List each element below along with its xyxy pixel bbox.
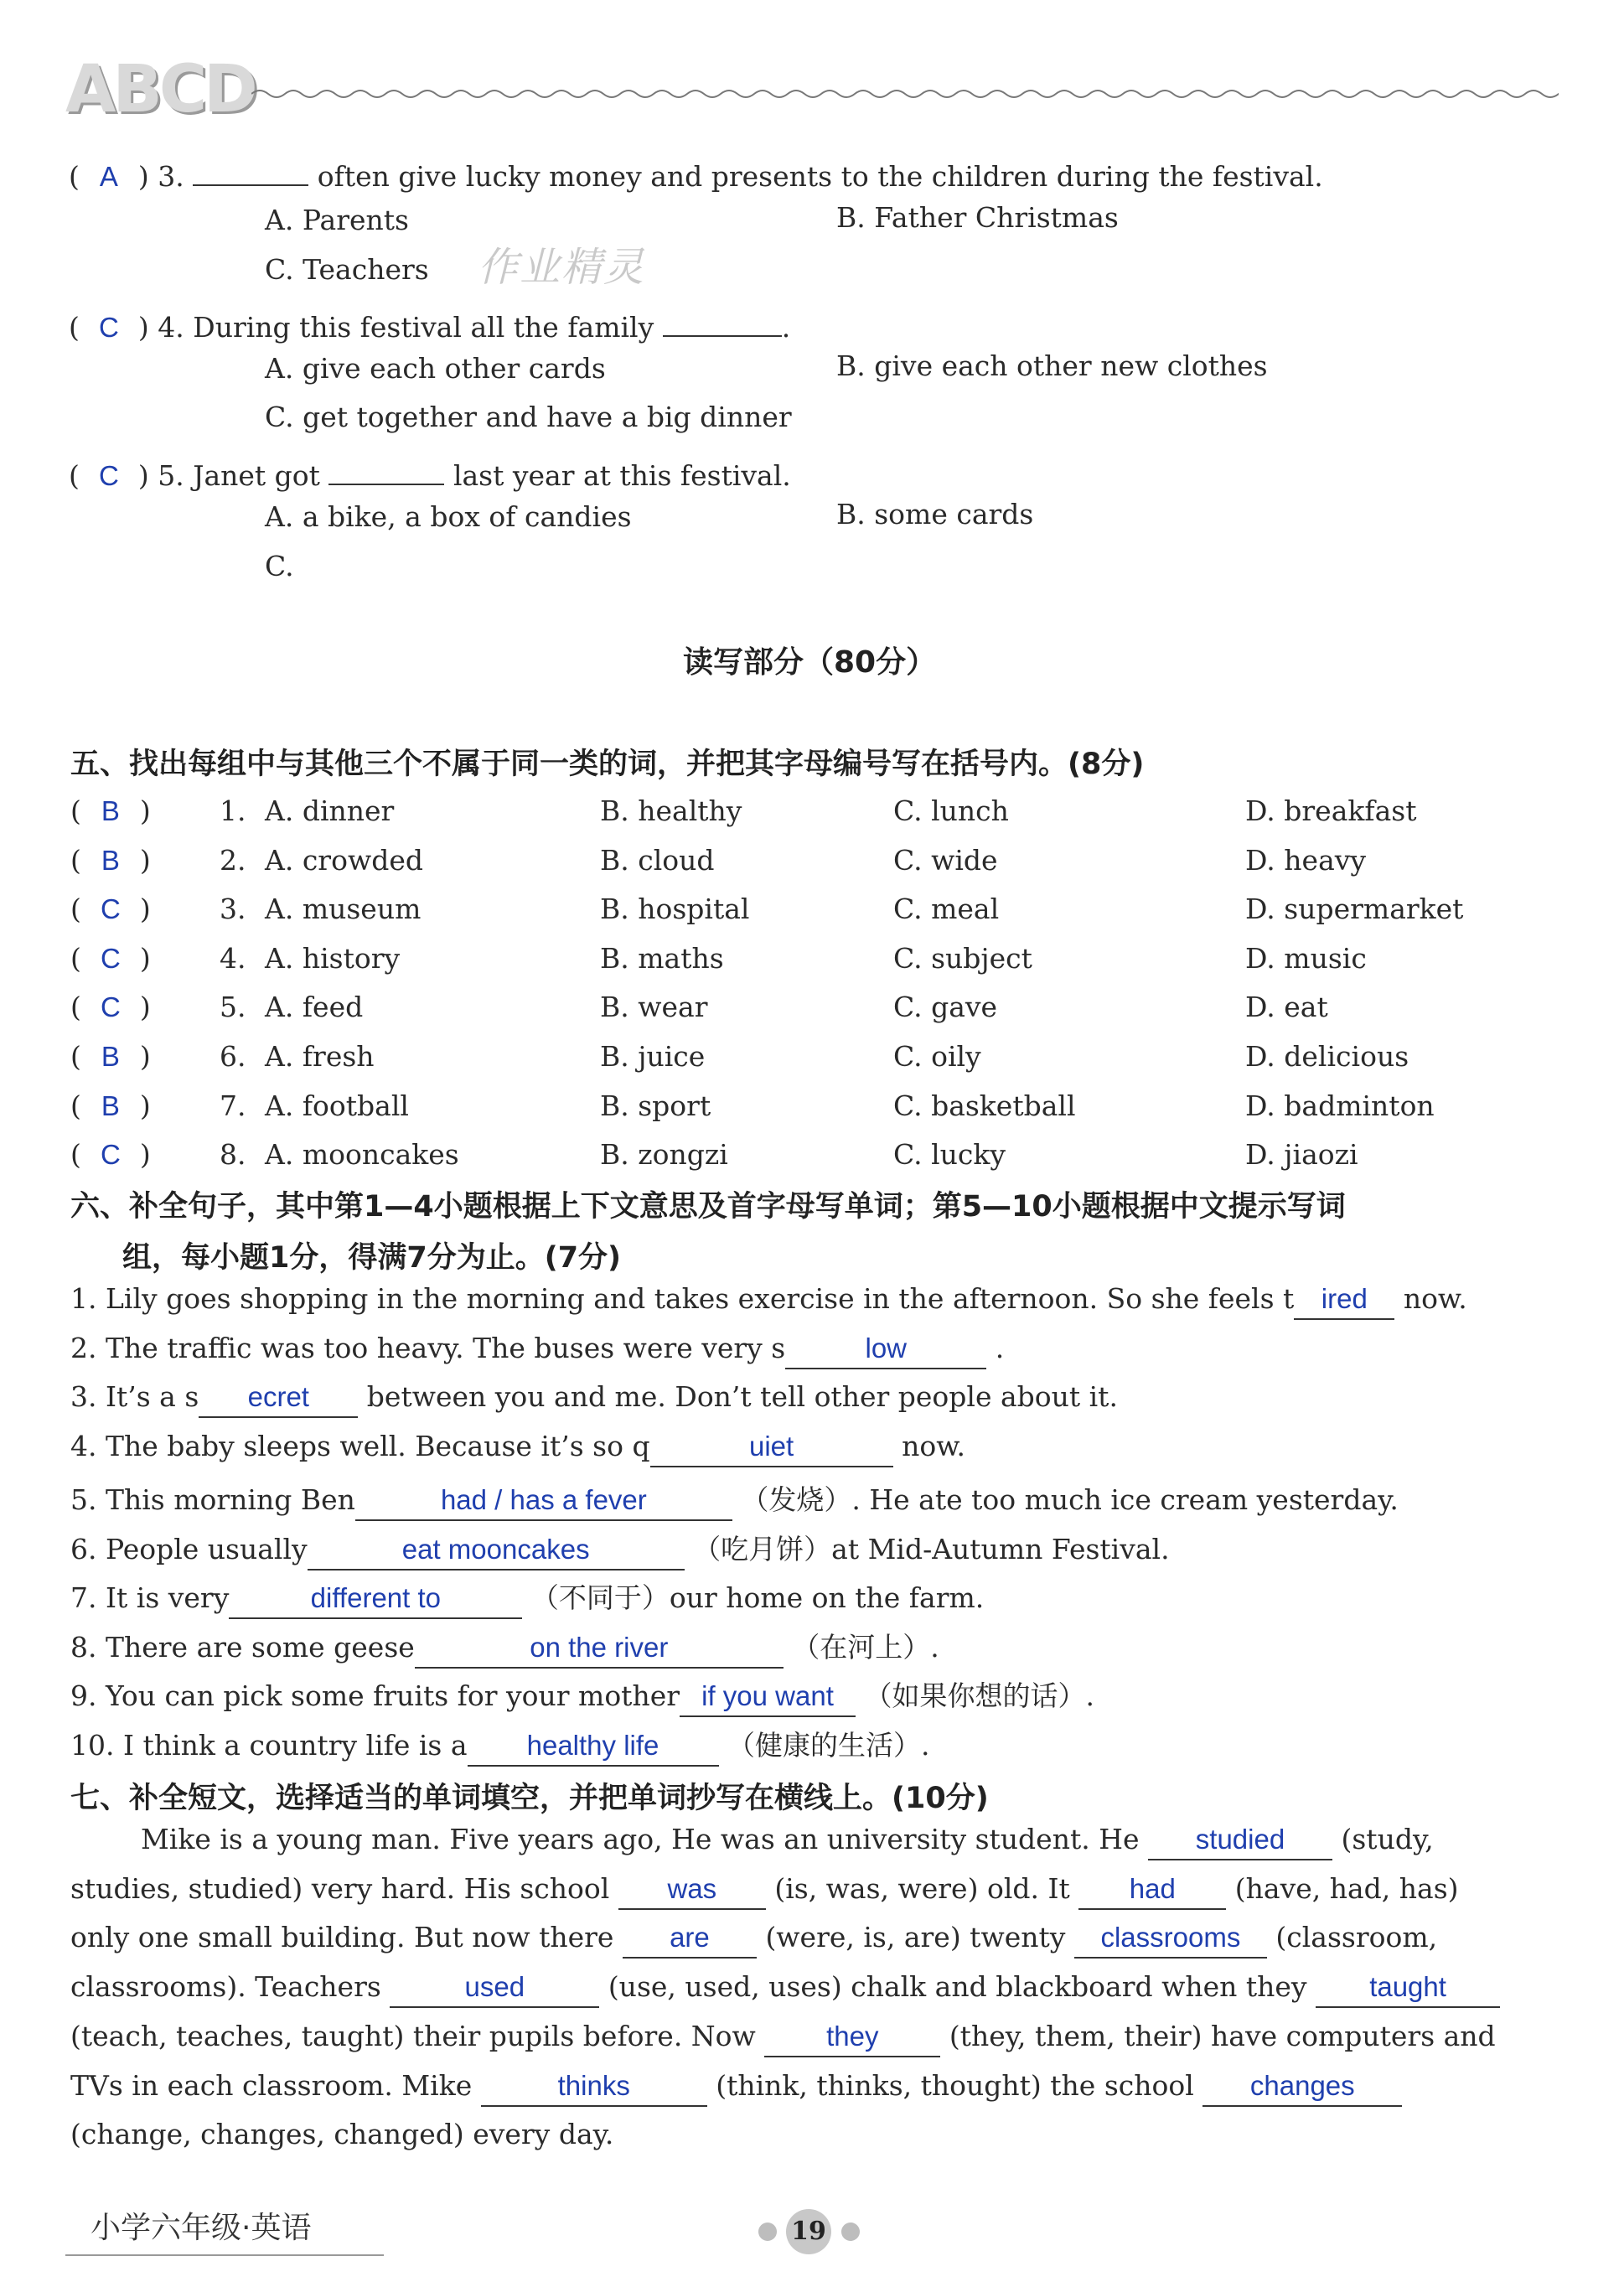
question-number: 3. xyxy=(158,160,184,193)
option-letter: D. xyxy=(1245,893,1275,925)
answer-letter: C xyxy=(100,943,121,974)
answer-blank: classrooms xyxy=(1074,1923,1267,1959)
option-letter: A. xyxy=(265,991,294,1023)
option-letter: B. xyxy=(600,1138,629,1171)
option-d xyxy=(1245,1138,1358,1171)
option-word: feed xyxy=(302,991,364,1023)
sentence-text: （如果你想的话）. xyxy=(864,1679,1094,1712)
option-word: hospital xyxy=(638,893,750,925)
option-letter: A. xyxy=(265,893,294,925)
passage-text: only one small building. But now there xyxy=(70,1921,614,1953)
option-letter: C. xyxy=(893,1040,923,1073)
option-letter: A. xyxy=(265,1040,294,1073)
option-c xyxy=(893,1089,1076,1122)
option-5c: C. xyxy=(265,550,294,582)
passage-text: (teach, teaches, taught) their pupils before. Now xyxy=(70,2020,756,2052)
option-c xyxy=(893,1040,981,1073)
option-word: music xyxy=(1284,942,1367,975)
sentence-text: now. xyxy=(1403,1282,1467,1315)
answer-letter: B xyxy=(101,795,120,826)
passage-text: (think, thinks, thought) the school xyxy=(716,2069,1194,2102)
option-d xyxy=(1245,991,1328,1023)
option-a xyxy=(265,893,421,925)
sentence-text: 1. Lily goes shopping in the morning and takes exercise in the afternoon. So she feels t xyxy=(70,1282,1295,1315)
question-number: 5. xyxy=(158,459,184,492)
option-letter: B. xyxy=(600,844,629,877)
option-word: healthy xyxy=(638,794,742,827)
option-letter: C. xyxy=(893,893,923,925)
option-word: crowded xyxy=(302,844,423,877)
option-c xyxy=(893,991,997,1023)
sentence-10 xyxy=(70,1724,930,1767)
question-5: ( C ) 5. Janet got last year at this festival. xyxy=(69,450,791,492)
option-c xyxy=(893,942,1032,975)
passage-text: Mike is a young man. Five years ago, He was an university student. He xyxy=(141,1823,1140,1855)
option-d xyxy=(1245,1040,1409,1073)
option-word: badminton xyxy=(1284,1089,1435,1122)
answer-blank: healthy life xyxy=(468,1731,719,1767)
option-5a: A. a bike, a box of candies xyxy=(265,500,632,533)
option-b xyxy=(600,991,707,1023)
answer-blank: are xyxy=(623,1923,757,1959)
option-letter: C. xyxy=(893,844,923,877)
option-c xyxy=(893,844,998,877)
sentence-text: . xyxy=(995,1332,1005,1364)
option-3a: A. Parents xyxy=(265,204,409,236)
sentence-text: 6. People usually xyxy=(70,1533,308,1565)
option-word: cloud xyxy=(638,844,715,877)
question-blank xyxy=(328,450,444,485)
sentence-3 xyxy=(70,1380,1118,1418)
option-c xyxy=(893,794,1009,827)
sentence-4 xyxy=(70,1430,965,1467)
passage-text: classrooms). Teachers xyxy=(70,1970,381,2003)
option-letter: B. xyxy=(600,1089,629,1122)
passage-line-7 xyxy=(70,2118,613,2150)
sentence-text: （在河上）. xyxy=(792,1631,939,1664)
part6-title-line1: 六、补全句子，其中第1—4小题根据上下文意思及首字母写单词；第5—10小题根据中文提示写词 xyxy=(70,1190,1346,1224)
answer-paren: ( C ) xyxy=(70,942,151,975)
option-word: subject xyxy=(931,942,1032,975)
option-letter: B. xyxy=(600,942,629,975)
option-4a: A. give each other cards xyxy=(265,352,606,385)
passage-text: (study, xyxy=(1341,1823,1434,1855)
question-4: ( C ) 4. During this festival all the family . xyxy=(69,302,790,344)
footer-dot-right xyxy=(841,2222,860,2241)
question-number: 1. xyxy=(220,794,246,827)
answer-blank: low xyxy=(785,1334,986,1369)
question-number: 5. xyxy=(220,991,246,1023)
option-a xyxy=(265,1138,459,1171)
answer-blank: studied xyxy=(1148,1825,1332,1860)
section-title: 读写部分（80分） xyxy=(683,645,937,680)
answer-letter: C xyxy=(100,1139,121,1170)
option-a xyxy=(265,991,363,1023)
question-number: 3. xyxy=(220,893,246,925)
answer-paren: ( C ) xyxy=(70,1138,151,1171)
option-word: supermarket xyxy=(1284,893,1464,925)
answer-paren: ( B ) xyxy=(70,1089,151,1122)
option-d xyxy=(1245,844,1366,877)
answer-blank: was xyxy=(618,1875,766,1910)
option-word: maths xyxy=(638,942,724,975)
option-d xyxy=(1245,942,1367,975)
part6-title-line2: 组，每小题1分，得满7分为止。(7分) xyxy=(122,1241,622,1275)
part7-title: 七、补全短文，选择适当的单词填空，并把单词抄写在横线上。(10分) xyxy=(70,1782,989,1815)
passage-line-2 xyxy=(70,1872,1459,1910)
option-letter: C. xyxy=(893,991,923,1023)
option-a xyxy=(265,942,400,975)
sentence-text: （吃月饼）at Mid-Autumn Festival. xyxy=(693,1533,1170,1565)
answer-paren: ( C ) xyxy=(70,893,151,925)
question-number: 2. xyxy=(220,844,246,877)
option-a xyxy=(265,794,394,827)
question-number: 4. xyxy=(220,942,246,975)
option-4c: C. get together and have a big dinner xyxy=(265,401,792,433)
option-word: meal xyxy=(931,893,1000,925)
answer-letter: B xyxy=(101,845,120,876)
option-word: basketball xyxy=(931,1089,1076,1122)
answer-paren: ( B ) xyxy=(70,1040,151,1073)
footer-grade: 小学六年级·英语 xyxy=(91,2211,312,2245)
sentence-1 xyxy=(70,1282,1467,1320)
option-c xyxy=(893,1138,1006,1171)
option-c xyxy=(893,893,999,925)
question-number: 7. xyxy=(220,1089,246,1122)
option-letter: B. xyxy=(600,794,629,827)
answer-paren: ( B ) xyxy=(70,844,151,877)
option-letter: D. xyxy=(1245,1040,1275,1073)
passage-line-1 xyxy=(141,1823,1434,1860)
answer-blank: had / has a fever xyxy=(355,1486,732,1521)
option-word: gave xyxy=(931,991,998,1023)
answer-blank: ecret xyxy=(199,1383,358,1418)
option-letter: A. xyxy=(265,1089,294,1122)
option-5b: B. some cards xyxy=(836,498,1034,530)
answer-blank: if you want xyxy=(680,1682,856,1717)
option-word: oily xyxy=(931,1040,981,1073)
passage-line-5 xyxy=(70,2020,1496,2057)
answer-blank: eat mooncakes xyxy=(308,1535,685,1570)
question-number: 4. xyxy=(158,311,184,344)
option-a xyxy=(265,1089,409,1122)
answer-letter: C xyxy=(100,893,121,924)
option-word: jiaozi xyxy=(1284,1138,1358,1171)
sentence-text: now. xyxy=(902,1430,966,1462)
option-letter: C. xyxy=(893,1089,923,1122)
option-word: zongzi xyxy=(638,1138,728,1171)
option-word: mooncakes xyxy=(302,1138,459,1171)
passage-text: (have, had, has) xyxy=(1234,1872,1459,1905)
option-word: juice xyxy=(638,1040,706,1073)
answer-letter: C xyxy=(100,991,121,1022)
header-wave-rule xyxy=(251,84,1559,104)
sentence-text: 2. The traffic was too heavy. The buses were very s xyxy=(70,1332,786,1364)
option-word: football xyxy=(302,1089,409,1122)
option-word: heavy xyxy=(1284,844,1367,877)
option-word: dinner xyxy=(302,794,395,827)
answer-q4: C xyxy=(98,312,119,343)
sentence-5 xyxy=(70,1478,1399,1521)
option-3c: C. Teachers xyxy=(265,253,429,286)
option-letter: A. xyxy=(265,794,294,827)
option-a xyxy=(265,844,423,877)
option-3b: B. Father Christmas xyxy=(836,201,1119,234)
watermark: 作业精灵 xyxy=(478,244,646,291)
passage-text: studies, studied) very hard. His school xyxy=(70,1872,610,1905)
option-d xyxy=(1245,794,1416,827)
page-number: 19 xyxy=(786,2209,831,2254)
question-stem: often give lucky money and presents to the children during the festival. xyxy=(317,160,1323,193)
passage-text: (is, was, were) old. It xyxy=(774,1872,1070,1905)
sentence-text: 10. I think a country life is a xyxy=(70,1729,468,1762)
sentence-9 xyxy=(70,1674,1094,1717)
passage-text: (use, used, uses) chalk and blackboard when they xyxy=(608,1970,1307,2003)
option-b xyxy=(600,893,749,925)
option-word: fresh xyxy=(302,1040,375,1073)
option-d xyxy=(1245,893,1463,925)
option-letter: A. xyxy=(265,1138,294,1171)
footer-dot-left xyxy=(758,2222,777,2241)
option-word: sport xyxy=(638,1089,711,1122)
option-word: museum xyxy=(302,893,422,925)
sentence-text: 3. It’s a s xyxy=(70,1380,199,1413)
sentence-2 xyxy=(70,1332,1004,1369)
sentence-text: 8. There are some geese xyxy=(70,1631,415,1664)
option-letter: C. xyxy=(893,942,923,975)
answer-paren: ( B ) xyxy=(70,794,151,827)
option-letter: B. xyxy=(600,893,629,925)
header-logo: ABCD xyxy=(65,52,255,127)
option-word: lucky xyxy=(931,1138,1006,1171)
sentence-text: 5. This morning Ben xyxy=(70,1483,355,1516)
answer-blank: used xyxy=(390,1973,599,2008)
answer-blank: they xyxy=(764,2022,940,2057)
option-word: wide xyxy=(931,844,998,877)
option-word: history xyxy=(302,942,401,975)
sentence-text: 9. You can pick some fruits for your mother xyxy=(70,1679,680,1712)
option-word: eat xyxy=(1284,991,1328,1023)
option-word: lunch xyxy=(931,794,1009,827)
answer-blank: had xyxy=(1078,1875,1226,1910)
passage-line-4 xyxy=(70,1970,1500,2008)
passage-text: (they, them, their) have computers and xyxy=(949,2020,1496,2052)
answer-blank: uiet xyxy=(650,1432,893,1467)
question-stem: During this festival all the family xyxy=(193,311,654,344)
sentence-text: between you and me. Don’t tell other people about it. xyxy=(366,1380,1118,1413)
answer-paren: ( C ) xyxy=(70,991,151,1023)
answer-blank: on the river xyxy=(415,1633,784,1669)
sentence-text: （发烧）. He ate too much ice cream yesterday. xyxy=(741,1483,1399,1516)
question-3: ( A ) 3. often give lucky money and presents to the children during the festival. xyxy=(69,151,1323,193)
question-blank xyxy=(193,151,308,186)
option-letter: A. xyxy=(265,844,294,877)
passage-line-3 xyxy=(70,1921,1437,1959)
option-letter: B. xyxy=(600,1040,629,1073)
answer-blank: thinks xyxy=(481,2072,707,2107)
passage-text: (were, is, are) twenty xyxy=(765,1921,1066,1953)
part5-title: 五、找出每组中与其他三个不属于同一类的词，并把其字母编号写在括号内。(8分) xyxy=(70,748,1145,781)
answer-q5: C xyxy=(98,460,119,491)
option-letter: D. xyxy=(1245,1138,1275,1171)
option-b xyxy=(600,844,715,877)
sentence-6 xyxy=(70,1528,1170,1570)
option-4b: B. give each other new clothes xyxy=(836,349,1268,382)
sentence-7 xyxy=(70,1576,984,1619)
option-letter: D. xyxy=(1245,794,1275,827)
option-letter: D. xyxy=(1245,991,1275,1023)
option-letter: D. xyxy=(1245,1089,1275,1122)
option-a xyxy=(265,1040,375,1073)
option-word: breakfast xyxy=(1284,794,1417,827)
option-letter: C. xyxy=(893,1138,923,1171)
answer-blank: taught xyxy=(1316,1973,1500,2008)
option-letter: A. xyxy=(265,942,294,975)
option-b xyxy=(600,794,742,827)
answer-q3: A xyxy=(99,161,118,192)
option-word: delicious xyxy=(1284,1040,1409,1073)
answer-letter: B xyxy=(101,1041,120,1072)
passage-text: (change, changes, changed) every day. xyxy=(70,2118,614,2150)
option-b xyxy=(600,1138,728,1171)
footer-rule xyxy=(65,2254,384,2256)
option-letter: D. xyxy=(1245,942,1275,975)
sentence-text: 4. The baby sleeps well. Because it’s so q xyxy=(70,1430,650,1462)
option-letter: D. xyxy=(1245,844,1275,877)
passage-text: (classroom, xyxy=(1275,1921,1438,1953)
answer-blank: different to xyxy=(229,1584,522,1619)
passage-line-6 xyxy=(70,2069,1402,2107)
question-number: 6. xyxy=(220,1040,246,1073)
option-b xyxy=(600,1089,711,1122)
sentence-text: 7. It is very xyxy=(70,1581,230,1614)
option-letter: C. xyxy=(893,794,923,827)
answer-blank: ired xyxy=(1294,1285,1394,1320)
sentence-8 xyxy=(70,1626,939,1669)
sentence-text: （不同于）our home on the farm. xyxy=(530,1581,985,1614)
option-b xyxy=(600,942,724,975)
question-blank xyxy=(663,302,782,337)
option-b xyxy=(600,1040,705,1073)
answer-blank: changes xyxy=(1202,2072,1402,2107)
passage-text: TVs in each classroom. Mike xyxy=(70,2069,473,2102)
option-d xyxy=(1245,1089,1435,1122)
question-stem: Janet got xyxy=(193,459,320,492)
sentence-text: （健康的生活）. xyxy=(727,1729,930,1762)
question-number: 8. xyxy=(220,1138,246,1171)
answer-letter: B xyxy=(101,1090,120,1121)
option-word: wear xyxy=(638,991,708,1023)
option-letter: B. xyxy=(600,991,629,1023)
